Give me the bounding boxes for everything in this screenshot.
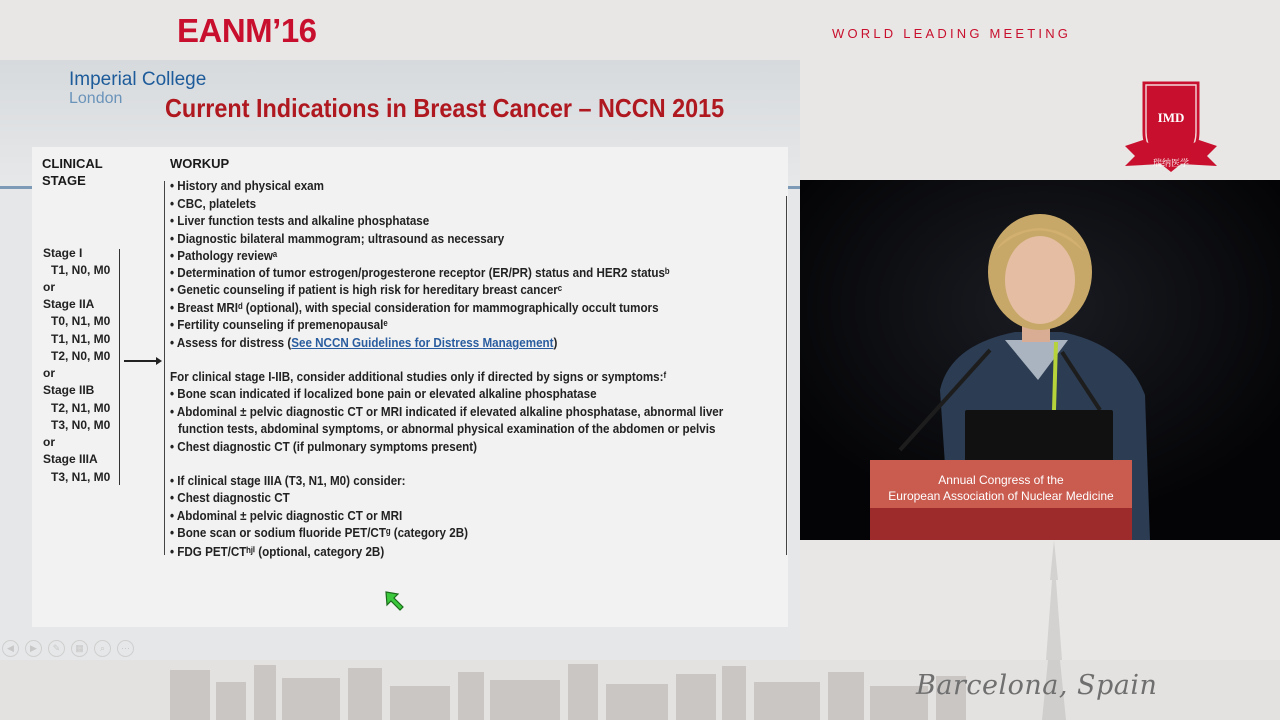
stage-or: or	[43, 366, 55, 380]
institution-name: Imperial College	[69, 69, 207, 90]
distress-guidelines-link[interactable]: See NCCN Guidelines for Distress Management	[291, 336, 554, 350]
tagline: WORLD LEADING MEETING	[832, 26, 1072, 41]
workup-item: • Breast MRIᵈ (optional), with special consideration for mammographically occult tumors	[170, 301, 659, 315]
workup-section-heading: For clinical stage I-IIB, consider additional studies only if directed by signs or symptoms:ᶠ	[170, 370, 667, 384]
city-signature: Barcelona, Spain	[916, 670, 1158, 701]
clinical-stage-header-line2: STAGE	[42, 173, 86, 188]
next-slide-icon[interactable]: ▶	[25, 640, 42, 657]
workup-item: • Diagnostic bilateral mammogram; ultrasound as necessary	[170, 232, 505, 246]
workup-item: • Liver function tests and alkaline phosphatase	[170, 214, 430, 228]
stage-tnm: T1, N0, M0	[51, 263, 111, 277]
stage-tnm: T3, N0, M0	[51, 418, 111, 432]
stage-label: Stage IIB	[43, 383, 95, 397]
slides-grid-icon[interactable]: ▦	[71, 640, 88, 657]
emblem-label: IMD	[1157, 110, 1185, 125]
pen-icon[interactable]: ✎	[48, 640, 65, 657]
workup-item: • Pathology reviewᵃ	[170, 249, 278, 263]
green-pointer-icon	[384, 590, 406, 612]
workup-item: • Determination of tumor estrogen/progesterone receptor (ER/PR) status and HER2 statusᵇ	[170, 266, 670, 280]
right-arrow-icon	[124, 360, 160, 362]
workup-item: • Bone scan or sodium fluoride PET/CTᵍ (category 2B)	[170, 526, 468, 540]
speaker-scene	[800, 180, 1280, 540]
workup-header: WORKUP	[170, 156, 230, 171]
workup-bracket-right	[786, 196, 787, 555]
podium-text-line2: European Association of Nuclear Medicine	[888, 489, 1114, 503]
presentation-slide	[0, 60, 800, 660]
workup-item-distress	[170, 336, 557, 350]
workup-item: • Chest diagnostic CT (if pulmonary symptoms present)	[170, 440, 478, 454]
stage-bracket	[119, 249, 120, 485]
stage-tnm: T3, N1, M0	[51, 470, 111, 484]
previous-slide-icon[interactable]: ◀	[2, 640, 19, 657]
workup-item: • Abdominal ± pelvic diagnostic CT or MRI indicated if elevated alkaline phosphatase, abnormal liver	[170, 405, 724, 419]
workup-item: • Chest diagnostic CT	[170, 491, 290, 505]
distress-text: • Assess for distress (	[170, 336, 292, 350]
workup-item: • FDG PET/CTʰʲⁱ (optional, category 2B)	[170, 545, 385, 559]
more-options-icon[interactable]: ⋯	[117, 640, 134, 657]
stage-or: or	[43, 280, 55, 294]
emblem-banner: 瑞纳医学	[1152, 159, 1190, 169]
podium-text-line1: Annual Congress of the	[938, 473, 1064, 487]
workup-item: • Abdominal ± pelvic diagnostic CT or MRI	[170, 509, 403, 523]
stage-tnm: T1, N1, M0	[51, 332, 111, 346]
zoom-icon[interactable]: ⌕	[94, 640, 111, 657]
workup-item: • Bone scan indicated if localized bone pain or elevated alkaline phosphatase	[170, 387, 597, 401]
stage-label: Stage IIA	[43, 297, 95, 311]
clinical-stage-header-line1: CLINICAL	[42, 156, 103, 171]
workup-item-continued: function tests, abdominal symptoms, or abnormal physical examination of the abdomen or pelvis	[178, 422, 716, 436]
stage-label: Stage I	[43, 246, 83, 260]
institution-city: London	[69, 90, 123, 107]
stage-label: Stage IIIA	[43, 452, 98, 466]
workup-item: • Fertility counseling if premenopausalᵉ	[170, 318, 388, 332]
slideshow-toolbar	[2, 640, 134, 656]
stage-or: or	[43, 435, 55, 449]
imd-emblem-icon	[1121, 80, 1221, 178]
workup-item: • CBC, platelets	[170, 197, 257, 211]
workup-item: • History and physical exam	[170, 179, 324, 193]
distress-text-close: )	[553, 336, 558, 350]
slide-title: Current Indications in Breast Cancer – NCCN 2015	[165, 93, 725, 123]
workup-section-heading: • If clinical stage IIIA (T3, N1, M0) consider:	[170, 474, 406, 488]
speaker-video-feed	[800, 180, 1280, 540]
eanm-logo: EANM’16	[177, 12, 317, 49]
stage-tnm: T2, N1, M0	[51, 401, 111, 415]
workup-item: • Genetic counseling if patient is high risk for hereditary breast cancerᶜ	[170, 283, 563, 297]
clinical-stage-header	[42, 155, 103, 189]
stage-tnm: T2, N0, M0	[51, 349, 111, 363]
workup-bracket-left	[164, 181, 165, 555]
stage-tnm: T0, N1, M0	[51, 314, 111, 328]
